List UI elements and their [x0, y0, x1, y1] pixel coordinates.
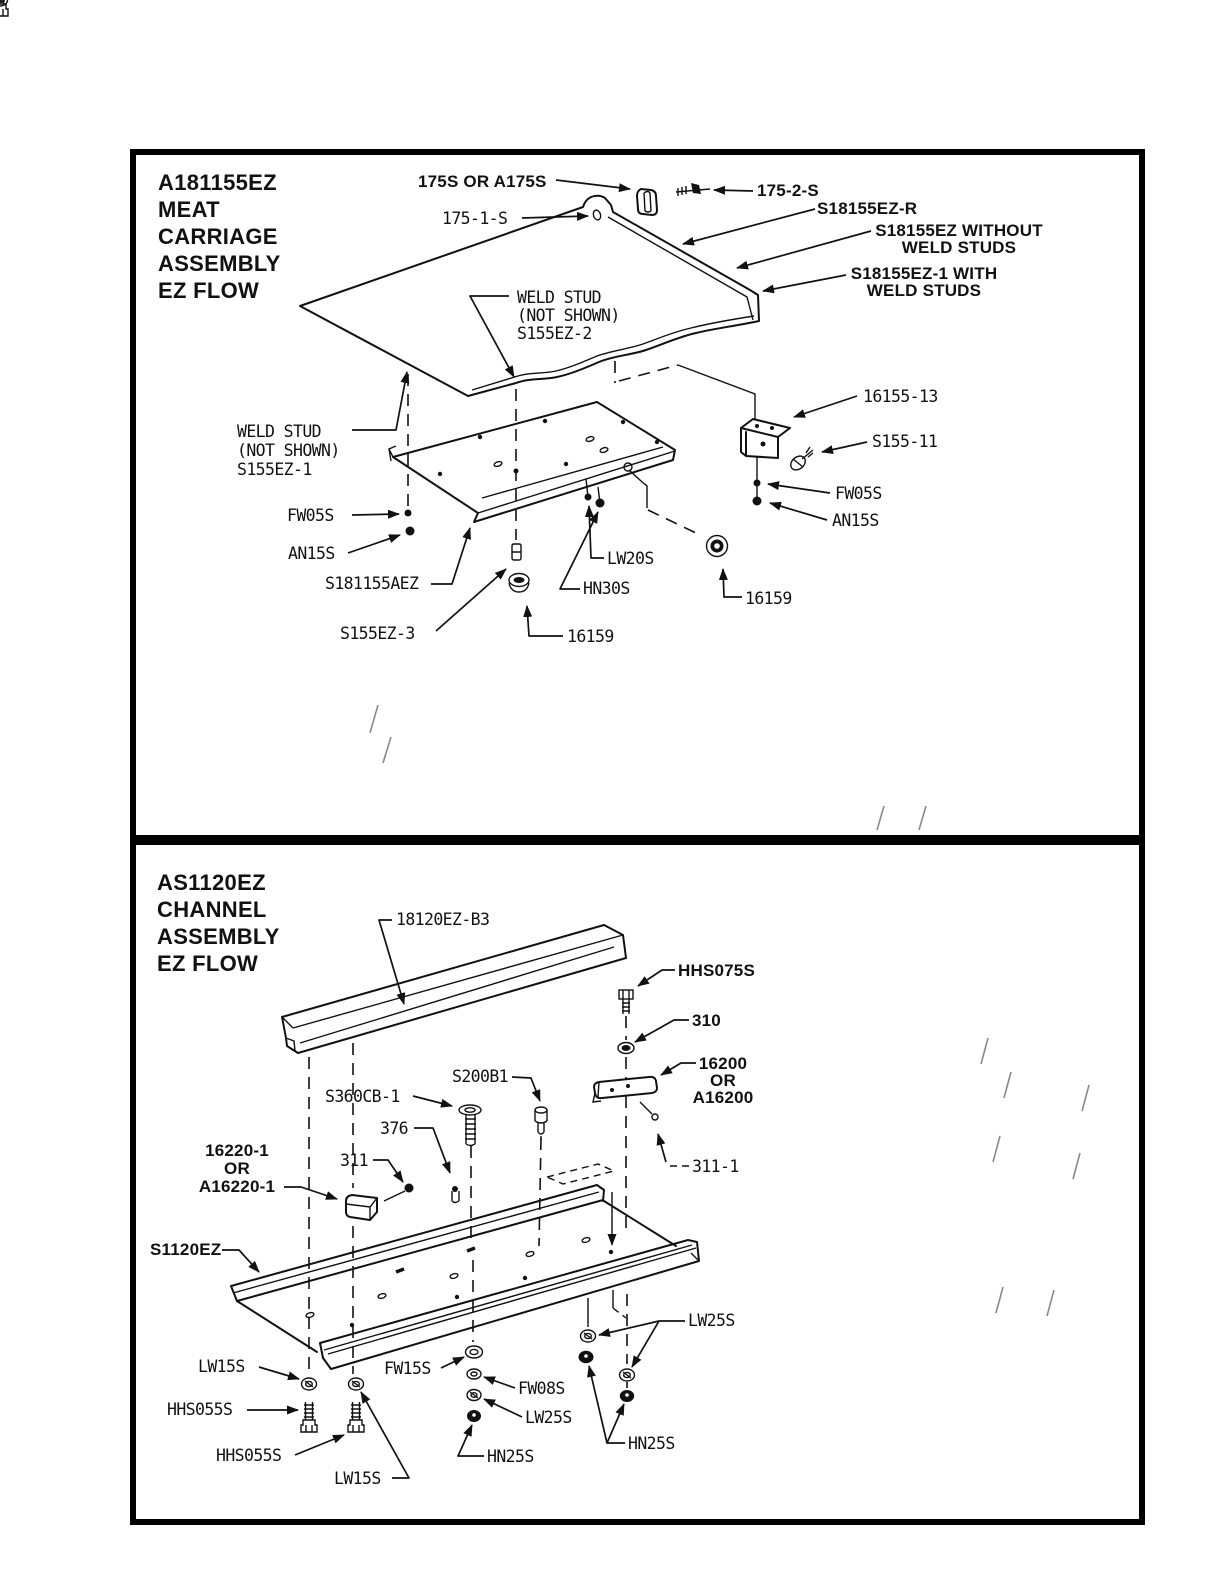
washer-310 [618, 1043, 634, 1054]
bottom-panel-title [157, 870, 280, 976]
title-line: MEAT [158, 197, 220, 222]
label-weldstud1-1: WELD STUD [237, 422, 322, 441]
label-16155-13: 16155-13 [863, 387, 938, 406]
label-311-1: 311-1 [692, 1157, 739, 1176]
label-16200-1: 16200 [698, 1054, 748, 1073]
index-lines-top [408, 361, 757, 540]
label-without-1: S18155EZ WITHOUT [875, 221, 1043, 240]
label-without-2: WELD STUDS [901, 238, 1017, 257]
pin-311 [405, 1184, 414, 1193]
bracket-16155-13 [741, 419, 790, 458]
label-16220-1: 16220-1 [205, 1141, 269, 1160]
title-line: AS1120EZ [157, 870, 266, 895]
label-s200b1: S200B1 [452, 1067, 509, 1086]
bottom-panel-border [133, 842, 1142, 1522]
label-s1120ez: S1120EZ [150, 1240, 222, 1259]
label-lw25s-center: LW25S [525, 1408, 572, 1427]
block-16220-1 [346, 1195, 377, 1220]
label-16159-right: 16159 [745, 589, 792, 608]
base-plate [389, 402, 675, 522]
label-weldstud2-1: WELD STUD [517, 288, 602, 307]
label-16200-3: A16200 [692, 1088, 754, 1107]
tab-hole [592, 209, 602, 221]
washer-lw25s-center [467, 1390, 481, 1401]
label-16220-2: OR [224, 1159, 250, 1178]
label-310: 310 [692, 1011, 721, 1030]
nut-an15s-right [753, 497, 762, 506]
nut-hn25s-b [620, 1390, 634, 1402]
label-175-1-s: 175-1-S [442, 209, 508, 228]
labels-top [237, 172, 1043, 646]
label-an15s-right: AN15S [832, 511, 879, 530]
label-hn25s-center: HN25S [487, 1447, 534, 1466]
label-lw25s-right: LW25S [688, 1311, 735, 1330]
label-18120ez-b3: 18120EZ-B3 [396, 910, 490, 929]
label-s18155ez-r: S18155EZ-R [817, 199, 918, 218]
washer-fw05s-right [754, 480, 761, 487]
label-hn25s-right: HN25S [628, 1434, 675, 1453]
label-weldstud2-2: (NOT SHOWN) [517, 306, 620, 325]
label-fw08s: FW08S [518, 1379, 565, 1398]
washer-lw25s-b [620, 1369, 635, 1381]
label-s181155aez: S181155AEZ [325, 574, 419, 593]
label-fw05s-left: FW05S [287, 506, 334, 525]
label-16220-3: A16220-1 [198, 1177, 276, 1196]
top-panel-title [158, 170, 281, 303]
title-line: EZ FLOW [157, 951, 259, 976]
label-weldstud2-3: S155EZ-2 [517, 324, 592, 343]
label-16200-2: OR [710, 1071, 736, 1090]
nut-an15s-left [406, 527, 415, 536]
label-175-2-s: 175-2-S [757, 181, 819, 200]
label-hhs055s-bottom: HHS055S [216, 1446, 282, 1465]
foot-s155ez-3 [509, 574, 529, 593]
nut-hn25s-center [467, 1410, 481, 1422]
screw-s155-11 [788, 447, 813, 473]
pin-311-1 [652, 1114, 658, 1120]
washer-lw20s [585, 494, 592, 501]
label-s360cb-1: S360CB-1 [325, 1087, 400, 1106]
washer-fw05s-left [405, 510, 412, 517]
label-an15s-left: AN15S [288, 544, 335, 563]
label-lw15s-top: LW15S [198, 1357, 245, 1376]
screw-s360cb-1 [459, 1105, 481, 1146]
washer-fw15s [466, 1346, 483, 1358]
washer-lw25s-a [581, 1330, 596, 1342]
label-fw15s: FW15S [384, 1359, 431, 1378]
nut-hn30s [596, 499, 605, 508]
label-s155-11: S155-11 [872, 432, 938, 451]
spacer-s200b1 [535, 1107, 547, 1140]
title-line: ASSEMBLY [158, 251, 281, 276]
washer-fw08s [467, 1369, 481, 1379]
label-lw20s: LW20S [607, 549, 654, 568]
label-16159-center: 16159 [567, 627, 614, 646]
label-hhs055s-top: HHS055S [167, 1400, 233, 1419]
label-weldstud1-2: (NOT SHOWN) [237, 441, 340, 460]
screw-175-2-s [676, 183, 710, 196]
title-line: ASSEMBLY [157, 924, 280, 949]
label-376: 376 [380, 1119, 409, 1138]
label-weldstud1-3: S155EZ-1 [237, 460, 312, 479]
scan-scratches [370, 705, 1089, 1316]
title-line: EZ FLOW [158, 278, 260, 303]
title-line: A181155EZ [158, 170, 277, 195]
roller-16159 [707, 536, 728, 557]
label-with-1: S18155EZ-1 WITH [850, 264, 998, 283]
bar-18120ez-b3 [282, 925, 626, 1053]
weld-stud-s181155aez [512, 544, 521, 560]
nut-hn25s-a [579, 1351, 594, 1363]
clamp-16200 [593, 1077, 657, 1102]
screw-hhs075s [619, 990, 633, 1014]
label-lw15s-bottom: LW15S [334, 1469, 381, 1488]
label-fw05s-right: FW05S [835, 484, 882, 503]
title-line: CHANNEL [157, 897, 267, 922]
label-s155ez-3: S155EZ-3 [340, 624, 415, 643]
pin-376 [452, 1186, 459, 1203]
title-line: CARRIAGE [158, 224, 278, 249]
clip-175s [637, 189, 657, 215]
label-311: 311 [340, 1151, 369, 1170]
label-with-2: WELD STUDS [866, 281, 982, 300]
label-hn30s: HN30S [583, 579, 630, 598]
channel-s1120ez [231, 1164, 699, 1369]
label-hhs075s: HHS075S [678, 961, 755, 980]
label-175s-clip: 175S OR A175S [418, 172, 547, 191]
